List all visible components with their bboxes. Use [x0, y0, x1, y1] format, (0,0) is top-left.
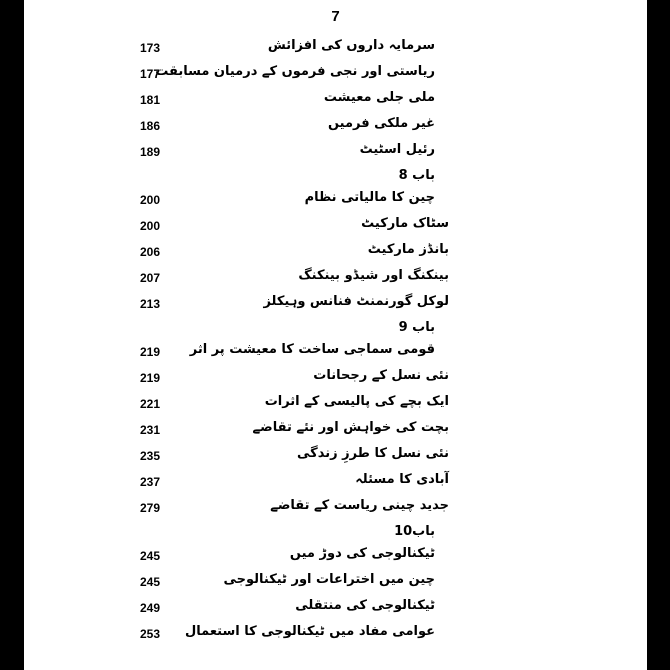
entry-page-number: 235	[140, 449, 161, 463]
entry-page-number: 221	[140, 397, 161, 411]
entry-page-number: 207	[140, 271, 161, 285]
toc-entry	[24, 190, 647, 214]
toc-entry	[24, 216, 647, 240]
entry-title: ایک بچے کی پالیسی کے اثرات	[264, 394, 449, 409]
entry-title: نئی نسل کے رجحانات	[313, 368, 449, 383]
entry-title: ریاستی اور نجی فرموں کے درمیان مسابقت	[155, 64, 435, 79]
entry-title: سٹاک مارکیٹ	[361, 216, 449, 231]
entry-title: بینکنگ اور شیڈو بینکنگ	[298, 268, 449, 283]
toc-entry	[24, 342, 647, 366]
toc-entry	[24, 38, 647, 62]
entry-title: چین میں اختراعات اور ٹیکنالوجی	[223, 572, 435, 587]
entry-page-number: 219	[140, 371, 161, 385]
entry-page-number: 213	[140, 297, 161, 311]
toc-entry	[24, 368, 647, 392]
toc-entry	[24, 64, 647, 88]
toc-entry	[24, 142, 647, 166]
toc-entry	[24, 598, 647, 622]
entry-title: لوکل گورنمنٹ فنانس وہیکلز	[263, 294, 449, 309]
entry-page-number: 200	[140, 219, 161, 233]
entry-page-number: 186	[140, 119, 161, 133]
entry-title: غیر ملکی فرمیں	[327, 116, 435, 131]
toc-entry	[24, 624, 647, 648]
page-number: 7	[331, 8, 340, 25]
toc-entry	[24, 268, 647, 292]
entry-page-number: 177	[140, 67, 161, 81]
entry-page-number: 237	[140, 475, 161, 489]
entry-title: آبادی کا مسئلہ	[355, 472, 449, 487]
toc-entry	[24, 420, 647, 444]
entry-title: بانڈز مارکیٹ	[367, 242, 449, 257]
entry-title: ٹیکنالوجی کی دوڑ میں	[289, 546, 435, 561]
toc-entry	[24, 116, 647, 140]
entry-title: بچت کی خواہش اور نئے تقاضے	[252, 420, 449, 435]
entry-title: سرمایہ داروں کی افزائش	[267, 38, 435, 53]
entry-page-number: 253	[140, 627, 161, 641]
toc-entry	[24, 294, 647, 318]
entry-page-number: 206	[140, 245, 161, 259]
entry-page-number: 173	[140, 41, 161, 55]
entry-title: جدید چینی ریاست کے تقاضے	[270, 498, 449, 513]
entry-page-number: 245	[140, 575, 161, 589]
toc-entry	[24, 572, 647, 596]
entry-page-number: 231	[140, 423, 161, 437]
toc-entry	[24, 546, 647, 570]
entry-page-number: 279	[140, 501, 161, 515]
entry-page-number: 181	[140, 93, 161, 107]
entry-title: ملی جلی معیشت	[323, 90, 435, 105]
entry-title: قومی سماجی ساخت کا معیشت پر اثر	[189, 342, 435, 357]
entry-title: ٹیکنالوجی کی منتقلی	[295, 598, 435, 613]
toc-entry	[24, 394, 647, 418]
chapter-heading: باب10	[394, 524, 435, 539]
toc-entry	[24, 242, 647, 266]
entry-page-number: 245	[140, 549, 161, 563]
entry-title: چین کا مالیاتی نظام	[304, 190, 435, 205]
entry-page-number: 200	[140, 193, 161, 207]
toc-entry	[24, 90, 647, 114]
chapter-heading: باب 8	[398, 168, 435, 183]
toc-entry	[24, 446, 647, 470]
entry-title: عوامی مفاد میں ٹیکنالوجی کا استعمال	[184, 624, 435, 639]
entry-page-number: 219	[140, 345, 161, 359]
entry-page-number: 249	[140, 601, 161, 615]
chapter-heading: باب 9	[398, 320, 435, 335]
toc-page	[24, 0, 647, 670]
toc-entry	[24, 472, 647, 496]
entry-title: نئی نسل کا طرزِ زندگی	[296, 446, 449, 461]
entry-title: رئیل اسٹیٹ	[359, 142, 435, 157]
toc-entry	[24, 498, 647, 522]
entry-page-number: 189	[140, 145, 161, 159]
